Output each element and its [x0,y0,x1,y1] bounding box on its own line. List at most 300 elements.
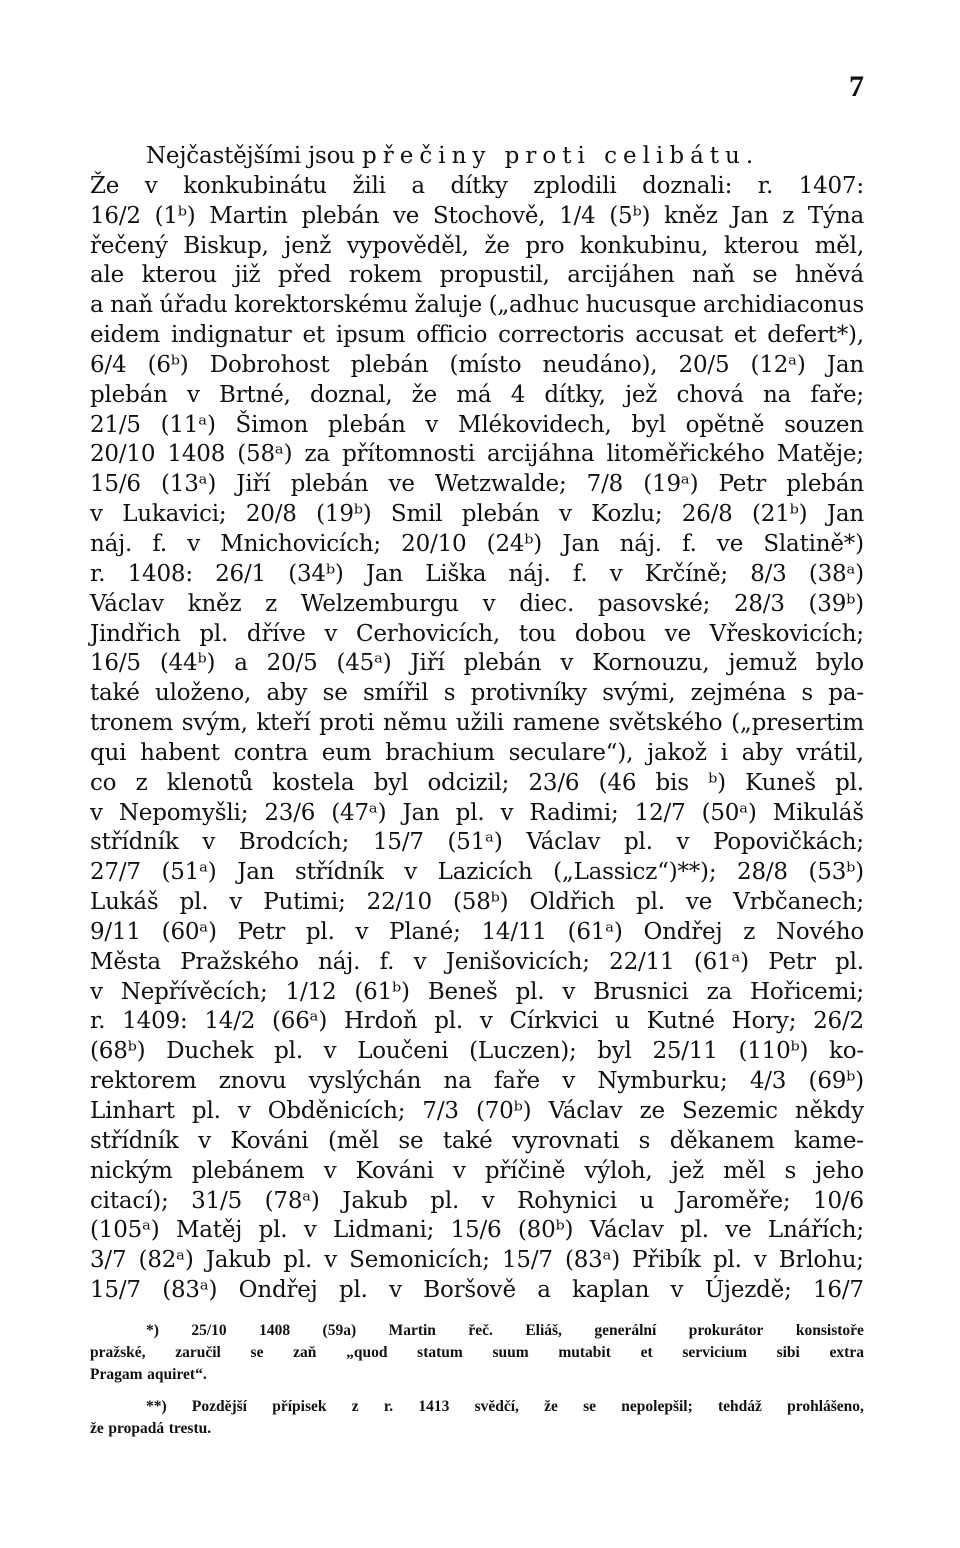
word: v [404,859,418,886]
word: klenotů [166,769,254,796]
word: pl. [434,1008,464,1035]
word: (měl [327,1127,379,1154]
word: plebán [90,381,168,408]
word: prokurátor [688,1322,764,1339]
word: jenž [284,232,332,259]
word: pasovské; [597,590,711,617]
word: střídník [90,829,179,856]
word: vyrovnati [512,1127,620,1154]
word: („presertim [731,710,864,737]
word: pl. [199,620,229,647]
word: pl. [712,1247,742,1274]
word: Hořicemi; [750,978,864,1005]
word: Vrbčanech; [733,889,864,916]
word: 26/1 [215,560,266,587]
word: že [544,1398,558,1415]
word: Stochově, [432,202,546,229]
word: Krčíně; [644,560,728,587]
word: v [560,650,574,677]
word: Města [90,948,161,975]
word: v [144,172,158,199]
word: (51ᵃ) [161,859,217,886]
word: 4/3 [749,1068,787,1095]
word: aquiret“. [147,1366,207,1383]
word: Kutné [646,1008,715,1035]
word: a [537,1277,551,1304]
word: propustil, [439,262,550,289]
word: v [323,1038,337,1065]
word: 16/7 [813,1277,864,1304]
word: Sezemic [682,1098,778,1124]
word: Pragam [90,1366,143,1383]
word: pl. [835,948,864,975]
word: 1408: [127,560,193,587]
footnote-line [90,1320,864,1342]
word: Welzemburgu [300,590,459,617]
word: i [720,739,728,766]
word: ᵇ) [708,769,726,796]
word: Jan [402,799,440,826]
word: Matěje; [776,441,864,468]
word: z [135,769,148,796]
word: arcijáhna [487,441,595,468]
word: plebán [463,650,542,677]
word: plebán [290,471,369,498]
text-line [90,232,864,262]
word: v [90,978,103,1005]
word: (53ᵇ) [808,859,864,886]
word: 8/3 [750,560,787,587]
word: hucusque [585,292,697,319]
word: (6ᵇ) [147,351,189,378]
text-line [90,381,864,411]
word: svými, [602,680,676,707]
word: 15/6 [450,1217,502,1244]
word: a [411,172,425,199]
word: v [676,829,690,856]
word: 15/7 [372,829,424,856]
footnote-gap [90,1386,864,1396]
word: brachium [385,739,495,766]
word: kaplan [572,1277,650,1304]
word: Jan [562,530,600,557]
word: Václav [526,829,601,856]
word: pl. [455,799,485,826]
word: bylo [815,650,864,677]
word: Brtné, [219,381,291,408]
word: (58ᵃ) [237,441,293,468]
footnote-line [90,1364,864,1386]
word: tehdáž [717,1398,762,1415]
word: (82ᵃ) [138,1247,194,1274]
word: (66ᵃ) [272,1008,328,1035]
word: že [484,232,510,259]
text-line [90,1276,864,1306]
word: v [229,889,243,916]
footnote-line [90,1396,864,1418]
word: v [187,530,201,557]
word: ve [725,1217,752,1244]
text-line [90,321,864,351]
word: aby [266,680,308,707]
word: Hrdoň [343,1008,418,1035]
word: plebán [461,501,540,528]
word: z [782,202,795,229]
word: v [187,381,200,408]
word: officio [416,322,488,349]
word: (24ᵇ) [486,530,543,557]
word: Nymburku; [597,1068,728,1095]
word: Brlohu; [778,1247,864,1274]
word: pl. [624,829,653,856]
word: 20/5 [678,351,730,378]
word: „quod [346,1344,388,1361]
word: v [670,1277,684,1304]
word: chová [676,381,744,408]
text-line [90,828,864,858]
word: („adhuc [488,292,579,319]
word: že [90,1420,104,1437]
word: ve [664,620,691,647]
word: (61ᵇ) [354,978,410,1005]
text-line [90,1127,864,1157]
word: (5ᵇ) [609,202,651,229]
word: vyslýchán [308,1068,422,1095]
word: habent [140,739,220,766]
word: kněz [187,590,242,617]
word: dříve [246,620,306,647]
word: Lnářích; [767,1217,864,1244]
text-line [90,261,864,291]
word: (1ᵇ) [154,202,196,229]
word: Liška [425,560,487,587]
word: znovu [218,1068,287,1095]
text-line [90,769,864,799]
word: pl. [515,978,545,1005]
word: et [302,322,325,349]
word: 27/7 [90,859,141,886]
word: r. [90,1008,106,1035]
word: jež [624,381,658,408]
word: plebánem [191,1157,305,1184]
word: úřadu [159,292,228,319]
word: Mnichovicích; [220,530,381,557]
word: za [706,978,733,1005]
word: ve [388,471,415,498]
text-line [90,918,864,948]
word: 3/7 [90,1247,127,1274]
text-line [90,1216,864,1246]
word: u [639,1187,655,1214]
word: někdy [794,1098,864,1124]
word: se [752,262,778,289]
word: extra [829,1344,864,1361]
word: (50ᵃ) [701,799,757,826]
word: Že [90,172,120,199]
word: Beneš [427,978,498,1005]
word: pražské, [90,1344,146,1361]
word: (83ᵃ) [564,1247,621,1274]
word: Petr [718,471,767,498]
word: pa- [828,680,864,707]
word: zaň [293,1344,317,1361]
word: užili [455,710,504,737]
word: kame- [794,1127,864,1154]
word: jakož [647,739,707,766]
word: že [411,381,438,408]
word: 1408 [259,1322,291,1339]
word: archidiaconus [702,292,864,319]
word: Jan [365,560,403,587]
word: kteří [256,710,311,737]
word: Jan [826,351,864,378]
word: correctoris [498,322,625,349]
word: litoměřického [606,441,765,468]
word: pl. [338,1277,368,1304]
word: vrátil, [796,739,864,766]
word: 10/6 [813,1187,864,1214]
word: (59a) [322,1322,357,1339]
word: seculare“), [508,739,634,766]
word: Jiří [410,650,445,677]
word: naň [692,262,735,289]
word: výloh, [584,1157,653,1184]
word: (21ᵇ) [752,501,808,528]
word: s [784,1157,797,1184]
word: 25/10 [191,1322,227,1339]
word: jemuž [728,650,797,677]
word: Jan [826,501,864,528]
footnotes [90,1320,864,1440]
word: Kováni [230,1127,309,1154]
text-line [90,560,864,590]
word: z [743,918,756,945]
word: zaručil [175,1344,221,1361]
word: Jiří [236,471,271,498]
text-line [90,948,864,978]
word: Martin [388,1322,436,1339]
text-line [90,351,864,381]
word: Kováni [355,1157,434,1184]
word: indignatur [171,322,292,349]
word: kterou [141,262,217,289]
word: 23/6 [528,769,580,796]
word: (58ᵇ) [453,889,509,916]
word: Jenišovicích; [445,948,590,975]
word: generální [594,1322,657,1339]
word: ko- [829,1038,864,1065]
word: eidem [90,322,161,349]
word: 12/7 [634,799,686,826]
word: z [265,590,278,617]
word: Ondřej [238,1277,318,1304]
word: Popovičkách; [713,829,864,856]
word: také [442,1127,493,1154]
word: f. [682,530,697,557]
word: v [389,1277,402,1304]
word: v [90,799,103,826]
word: plebán [786,471,864,498]
word: (68ᵇ) [90,1038,146,1065]
text-line-lead: Nejčastějšími jsou [146,143,362,169]
word: jež [671,1157,704,1184]
word: v [562,978,576,1005]
word: v [324,1247,338,1274]
word: ramene [512,710,600,737]
word: v [562,1068,576,1095]
word: v [198,1127,211,1154]
word: (44ᵇ) [159,650,216,677]
word: 26/8 [681,501,733,528]
word: 22/11 [609,948,675,975]
word: et [640,1344,653,1361]
word: v [425,411,439,438]
word: opětně [685,411,765,438]
word: náj. [619,530,662,557]
word: kostela [272,769,355,796]
word: (105ᵃ) [90,1217,160,1244]
word: Hory; [731,1008,797,1035]
word: v [479,1008,493,1035]
word: Újezdě; [704,1277,792,1304]
word: arcijáhen [567,262,675,289]
word: ve [685,889,713,916]
word: tou [518,620,557,647]
word: aby [741,739,783,766]
word: suum [492,1344,529,1361]
word: 1/12 [285,978,337,1005]
word: 15/6 [90,471,141,498]
word: v [558,501,572,528]
word: svým, [181,710,248,737]
word: f. [152,530,167,557]
word: v [452,1157,466,1184]
word: qui [90,739,127,766]
word: s [801,680,813,707]
word: Jakub [342,1187,408,1214]
word: již [234,262,261,289]
word: 9/11 [90,918,141,945]
word: f. [572,560,588,587]
word: pro [525,232,565,259]
word: byl [373,769,409,796]
word: 28/8 [737,859,788,886]
word: Radimi; [529,799,619,826]
word: (60ᵃ) [161,918,217,945]
word: co [90,769,117,796]
text-line [90,1007,864,1037]
word: v [482,590,496,617]
page-number: 7 [849,70,864,103]
word: před [278,262,332,289]
word: Kozlu; [591,501,663,528]
word: 1409: [122,1008,188,1035]
word: proti [319,710,375,737]
word: uloženo, [155,680,252,707]
word: Jakub [205,1247,272,1274]
word: („Lassicz“)**); [553,859,717,886]
word: Jan [731,202,769,229]
word: faře; [810,381,864,408]
word: faře [493,1068,540,1095]
word: Pražského [180,948,299,975]
word: Václav [90,590,164,617]
word: Smil [390,501,443,528]
word: (80ᵇ) [517,1217,574,1244]
word: Nepomyšli; [118,799,249,826]
word: svědčí, [474,1398,519,1415]
word: 1/4 [559,202,596,229]
word: 16/5 [90,650,141,677]
text-line [90,202,864,232]
word: pl. [283,1247,313,1274]
word: Slatině*) [763,530,864,557]
word: nickým [90,1157,173,1184]
word: plebán [350,351,429,378]
word: nepolepšil; [621,1398,693,1415]
text-line [90,440,864,470]
word: 25/11 [652,1038,718,1065]
word: 15/7 [501,1247,553,1274]
word: měl [723,1157,766,1184]
text-line [90,291,864,321]
word: 1413 [418,1398,450,1415]
word: pl. [636,889,665,916]
word: korektorskému [234,292,408,319]
word: 20/10 [90,441,156,468]
text-line [90,649,864,679]
word: byl [631,411,666,438]
word: měl, [814,232,864,259]
word: bis [655,769,689,796]
word: zplodili [533,172,617,199]
word: 16/2 [90,202,141,229]
word: Přibík [632,1247,701,1274]
word: za [304,441,330,468]
word: (46 [598,769,637,796]
word: ve [716,530,744,557]
word: prohlášeno, [787,1398,864,1415]
word: Kuneš [745,769,816,796]
word: Rohynici [517,1187,617,1214]
word: Petr [768,948,816,975]
word: Brodcích; [238,829,350,856]
word: odcizil; [427,769,510,796]
word: pl. [274,1038,303,1065]
word: ve [392,202,420,229]
word: dítky, [544,381,606,408]
text-line [90,1037,864,1067]
word: u [615,1008,630,1035]
word: Kornouzu, [592,650,710,677]
word: r. [757,172,774,199]
word: pl. [430,1187,460,1214]
word: 28/3 [733,590,785,617]
word: 22/10 [366,889,432,916]
word: 23/6 [264,799,316,826]
word: konsistoře [795,1322,864,1339]
word: plebán [327,411,406,438]
word: se [583,1398,597,1415]
word: pl. [305,918,335,945]
word: (34ᵇ) [288,560,344,587]
word: s [638,1127,651,1154]
word: (19ᵇ) [316,501,372,528]
word: přípisek [272,1398,327,1415]
word: rektorem [90,1068,197,1095]
footnote-line [90,1418,864,1440]
word: plebán [301,202,380,229]
